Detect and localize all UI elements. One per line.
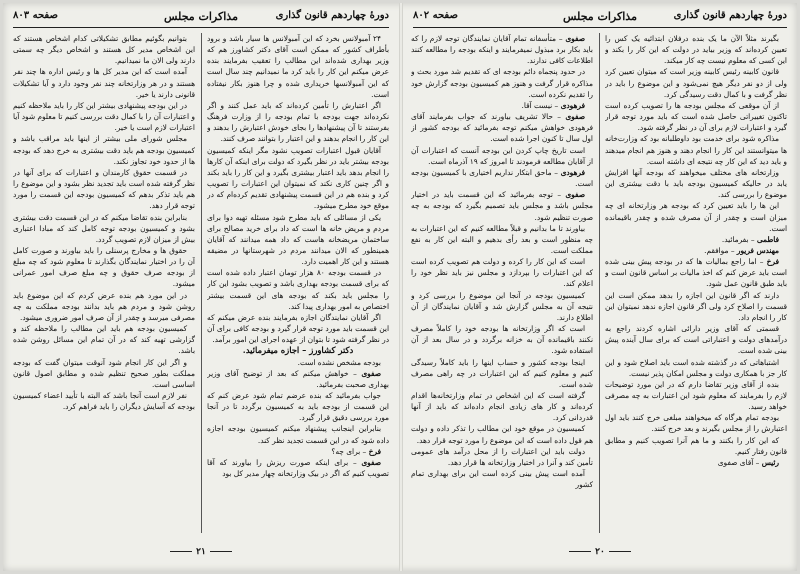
right-footer-page-number: ۲۰ — [595, 547, 605, 557]
speaker-paragraph — [411, 100, 593, 111]
right-page-column-right — [605, 33, 787, 535]
body-paragraph: قسمتی که آقای وزیر دارائی اشاره کردند راجع به درآمدهای دولت و اعتباراتی است که برای سال آینده پیش بینی شده است. — [605, 324, 787, 356]
body-paragraph: اشتباهاتی که در گذشته شده است باید اصلاح شود و این کار جز با همکاری دولت و مجلس امکان پذیر نیست. — [605, 357, 787, 378]
body-paragraph: قانون کابینه رئیس کابینه وزیر است که میتوان تعیین کرد ولی از دو نفر دیگر هیچ نمی‌شود و این موضوع را باید در نظر گرفت و با کمال دقت رسیدگی کرد. — [605, 67, 787, 99]
body-paragraph: یکی از مسائلی که باید مطرح شود مسئله تهیه دوا برای مردم و مریض خانه ها است که داد برای خرید مصالح برای ساختمان مریضخانه هاست که داد همه میدانند که آقایان همینطور که الان میدانند مردم در شهرستانها در مضیقه هستند و این کار اهمیت دارد. — [207, 212, 389, 267]
right-page-column-divider — [599, 33, 600, 533]
speaker-name: فرخ — [368, 446, 381, 456]
left-header-page-number: صفحه ۸۰۳ — [13, 10, 58, 21]
body-paragraph: بودجه مشخص نشده است. — [297, 357, 381, 367]
body-paragraph: بتوانیم بگوئیم مطابق تشکیلاتی کدام اشخاص هستند که این اشخاص مدیر کل هستند و اشخاص دیگر چه سمتی دارند ولی الان ما نمیدانیم. — [13, 34, 195, 66]
left-page-header — [13, 7, 389, 28]
body-paragraph: بودجه تمام هرگاه که میخواهند مبلغی خرج کنند باید اول اعتبارش را از مجلس بگیرند و بعد خرج کنند. — [605, 413, 787, 434]
speaker-name: فرخ — [766, 257, 779, 267]
speaker-name: مهندس فریور — [736, 245, 779, 255]
body-paragraph: بیاورند تا ما بدانیم و قبلاً مطالعه کنیم که این اعتبارات به چه منظور است و بعد رأی بدهیم و البته این کار به نفع مملکت است. — [411, 223, 593, 255]
body-paragraph: آمده است که این مدیر کل ها و رئیس اداره ها چند نفر هستند و در هر وزارتخانه چند نفر وجود دارد و آیا تشکیلات قانونی دارند یا خیر. — [13, 67, 195, 99]
right-page-header — [413, 7, 787, 28]
speech-text: – آقای صفوی — [717, 457, 760, 467]
speaker-paragraph — [605, 234, 787, 245]
speaker-name: صفوی — [361, 368, 381, 378]
body-paragraph: کمیسیون بودجه هم باید این مطالب را ملاحظه کند و گزارشی تهیه کند که در آن تمام این مسائل روشن شده باشد. — [13, 324, 195, 356]
speaker-paragraph — [207, 368, 389, 390]
book-spread — [3, 3, 797, 571]
body-paragraph: در این بودجه پیشنهادی بیشتر این کار را باید ملاحظه کنیم و اعتبارات آن را با کمال دقت بررسی کنیم تا معلوم شود آیا اعتبارات لازم است یا خیر. — [13, 100, 195, 133]
right-header-center: مذاکرات مجلس — [563, 10, 637, 23]
speech-text: – نیست آقا. — [521, 100, 559, 110]
left-page-column-divider — [201, 33, 202, 533]
speaker-paragraph — [411, 189, 593, 222]
body-paragraph: کمیسیون بودجه در آنجا این موضوع را بررسی کرد و نتیجه آن به مجلس گزارش شد و آقایان نمایندگان از آن اطلاع دارند. — [411, 290, 593, 322]
body-paragraph: مذاکره شود برای خدمت بود داوطلبانه بود که وزارت‌خانه ها میتوانستند این کار را انجام دهند و هنوز هم انجام میدهند و باید دید که این کار چه نتیجه ای داشته است. — [605, 134, 787, 166]
right-page-footer — [403, 547, 797, 561]
speaker-name: فاطمی — [756, 234, 779, 244]
body-paragraph: وزارتخانه های مختلف میخواهند که بودجه آنها افزایش یابد در حالیکه کمیسیون بودجه باید با دقت بیشتری این موضوع را بررسی کند. — [605, 167, 787, 200]
speaker-name: صفوی — [565, 190, 585, 200]
body-paragraph: است که اگر وزارتخانه ها بودجه خود را کاملاً مصرف نکنند باقیمانده آن به خزانه برگردد و در سال بعد از آن استفاده شود. — [411, 324, 593, 356]
speaker-paragraph — [207, 446, 389, 457]
speaker-name: فرهودی — [560, 167, 585, 177]
speech-text: – متأسفانه تمام آقایان نمایندگان توجه لازم را که باید بکار برد مبذول نمیفرمایند و اینکه بودجه را مطالعه کنند اطلاعات کافی ندارند. — [411, 34, 593, 66]
speech-text: – موافقم. — [704, 245, 735, 255]
body-paragraph: ۲۴ آمبولانس بخرد که این آمبولانس ها سیار باشد و برود بأطراف کشور که ممکن است آقای دکتر کشاورز هم که وزیر بهداری شده‌اند این مطالب را تعقیب بفرمایند بنده عرض میکنم این کار را باید کرد ما نمیدانیم چند سال است که این آمبولانسها خریداری شده و چرا هنوز بکار نیفتاده است. — [207, 34, 389, 99]
body-paragraph: که این کار را بکنند و ما هم آنرا تصویب کنیم و مطابق قانون رفتار کنیم. — [605, 435, 787, 456]
speech-text: – توجه بفرمائید که این قسمت باید در اختیار مجلس باشد و مجلس باید تصمیم بگیرد که بودجه به چه صورت تنظیم شود. — [411, 190, 593, 222]
left-page — [3, 3, 399, 571]
body-paragraph: اینجا بودجه کشور و حساب اینها را باید کاملاً رسیدگی کنیم و معلوم کنیم که این اعتبارات در چه راهی مصرف شده است. — [411, 357, 593, 389]
speaker-name: صفوی — [361, 457, 381, 467]
speech-text: – بفرمائید. — [721, 234, 755, 244]
right-header-page-number: صفحه ۸۰۲ — [413, 10, 458, 21]
body-paragraph: نفر لازم است آنجا باشد که البته با تأیید اعضاء کمیسیون بودجه که آسایش دیگران را باید فراهم کرد. — [13, 391, 195, 412]
body-paragraph: در این مورد هم بنده عرض کردم که این موضوع باید روشن شود و مردم هم باید بدانند بودجه مملکت به چه مصرفی میرسد و چقدر از آن صرف امور ضروری میشود. — [13, 290, 195, 322]
speaker-heading: دکتر کشاورز – اجازه میفرمائید. — [242, 345, 354, 356]
body-paragraph: و اگر این کار انجام شود آنوقت میتوان گفت که بودجه مملکت بطور صحیح تنظیم شده و مطابق اصول قانون اساسی است. — [13, 357, 195, 389]
speaker-name: صفوی — [565, 34, 585, 43]
speech-text: – حالا تشریف بیاورند که جواب بفرمایند آقای فرهودی خواهش میکنم توجه بفرمائید که بودجه کشور از اول سال تا کنون اجرا شده است. — [411, 112, 593, 144]
body-paragraph: بنابراین اینجانب پیشنهاد میکنم کمیسیون بودجه اجازه داده شود که در این قسمت تجدید نظر کند. — [207, 424, 389, 445]
body-paragraph: است که این کار را کرده و دولت هم تصویب کرده است که این اعتبارات را بپردازد و مجلس نیز باید نظر خود را اعلام کند. — [411, 257, 593, 289]
body-paragraph: این ها را باید تعیین کرد که بودجه هر وزارتخانه ای چه میزان است و چقدر از آن مصرف شده و چقدر باقیمانده است. — [605, 201, 787, 233]
body-paragraph: اگر اعتبارش را تأمین کرده‌اند که باید عمل کنند و اگر نکرده‌اند جهت بودجه با تمام بودجه را از وزارت فرهنگ بفرستند تا آن پیشنهادها را بجای خودش اعتبارش را بدهند و این کار را انجام بدهند و این اعتبار را بتوانند صرف کنند. — [207, 100, 389, 144]
speaker-paragraph — [605, 256, 787, 289]
speaker-name: فرهودی — [560, 100, 585, 110]
body-paragraph: در حدود پنجماه دائم بودجه ای که تقدیم شد مورد بحث و مذاکره قرار گرفت و هنوز هم کمیسیون بودجه گزارش خود را تقدیم نکرده است. — [411, 67, 593, 99]
left-page-column-left — [13, 33, 195, 535]
left-page-footer — [3, 547, 399, 561]
speaker-paragraph — [411, 33, 593, 66]
speech-text: – اما راجع بمالیات ها که در بودجه پیش بینی شده است باید عرض کنم که اخذ مالیات بر اساس قانون است و باید طبق قانون عمل شود. — [605, 257, 787, 289]
speaker-paragraph — [207, 457, 389, 479]
left-header-title: دورهٔ چهاردهم قانون گذاری — [275, 10, 389, 21]
body-paragraph: گرفته است که این اشخاص در تمام وزارتخانه‌ها اقدام کرده‌اند و کار های زیادی انجام داده‌اند که باید از آنها قدردانی کرد. — [411, 391, 593, 423]
body-paragraph: از آن موقعی که مجلس بودجه ها را تصویب کرده است تاکنون تغییراتی حاصل شده است که باید مورد توجه قرار گیرد و اعتبارات لازم برای آن در نظر گرفته شود. — [605, 100, 787, 133]
body-paragraph: دارند که اگر قانون این اجازه را بدهد ممکن است این قسمت را اصلاح کرد ولی اگر قانون اجازه ندهد نمیتوان این کار را انجام داد. — [605, 290, 787, 322]
speech-text: – ماحق ابتکار نداریم اختیاری با کمیسیون بودجه است. — [411, 167, 593, 189]
body-paragraph: اگر آقایان نمایندگان اجازه بفرمایند بنده عرض میکنم که این قسمت باید مورد توجه قرار گیرد و بودجه کافی برای آن در نظر گرفته شود تا بتوان از عهده اجرای این امور برآمد. — [207, 312, 389, 345]
body-paragraph: جواب بفرمائید که بنده عرضم تمام شود عرض کنم که این قسمت از بودجه باید به کمیسیون برگردد تا در آنجا مورد بررسی دقیق قرار گیرد. — [207, 391, 389, 423]
body-paragraph: در قسمت بودجه ۸۰ هزار تومان اعتبار داده شده است که برای قسمت بودجه بهداری باشد و تصویب بشود این کار را مجلس باید بکند که بودجه های این قسمت بیشتر اختصاص به امور بهداری پیدا کند. — [207, 268, 389, 311]
left-page-column-right — [207, 33, 389, 535]
speaker-paragraph — [605, 245, 787, 256]
speech-text: – برای اینکه صورت ریزش را بیاورند که آقا تصویب کنیم که اگر در بیک وزارتخانه چهار مدیر کل بود — [207, 457, 389, 479]
right-page — [403, 3, 797, 571]
speech-text: – خواهش میکنم که بعد از توضیح آقای وزیر بهداری صحبت بفرمائید. — [207, 368, 389, 389]
speaker-paragraph — [411, 111, 593, 144]
body-paragraph: مجلس شورای ملی بیشتر از اینها باید مراقب باشد و کمیسیون بودجه هم باید دقت بیشتری به خرج دهد که بودجه ها از حدود خود تجاوز نکند. — [13, 134, 195, 166]
body-paragraph: حقوق ها و مخارج پرسنلی را باید بیاورند و صورت کامل آن را در اختیار نمایندگان بگذارند تا معلوم شود که چه مبلغ از بودجه صرف حقوق و چه مبلغ صرف امور عمرانی میشود. — [13, 245, 195, 289]
right-page-column-left — [411, 33, 593, 535]
left-header-center: مذاکرات مجلس — [164, 10, 238, 23]
speaker-paragraph — [605, 457, 787, 468]
body-paragraph: دولت باید این اعتبارات را از محل درآمد های عمومی تأمین کند و آنرا در اختیار وزارتخانه ها قرار دهد. — [411, 446, 593, 467]
left-footer-page-number: ۲۱ — [196, 547, 206, 557]
body-paragraph: بنده از آقای وزیر تقاضا دارم که در این مورد توضیحات لازم را بفرمایند که معلوم شود این اعتبارات به چه مصرفی خواهد رسید. — [605, 379, 787, 412]
body-paragraph: آقایان قبول اعتبارات تصویب نشود مگر اینکه کمیسیون بودجه بیشتر باید در نظر بگیرد که دولت برای اینکه آن کارها را انجام بدهد باید اعتبار بیشتری بگیرد و این کار را باید بکند و اگر چنین کاری نکند که نمیتوان این اعتبارات را تصویب کرد و بنده هم در این قسمت پیشنهادی تقدیم کرده‌ام که در موقع خود مطرح میشود. — [207, 145, 389, 211]
speaker-name: صفوی — [565, 112, 585, 122]
speaker-name: رئیس — [761, 457, 779, 467]
body-paragraph: است تاریخ چاپ کردن این بودجه آنست که اعتبارات آن از آقایان مطالعه فرمودند تا امروز که ۱۹ آذرماه است. — [411, 145, 593, 166]
speech-text: – برای چه؟ — [331, 446, 367, 456]
body-paragraph: بگیرند مثلاً الآن ما یک بنده درفلان ابتدائیه یک کس را تعیین کرده‌اند که وزیر بیاید در دولت که این کار را بکند و این کسی که معلوم نیست چه کار میکند. — [605, 34, 787, 66]
body-paragraph: بنابراین بنده تقاضا میکنم که در این قسمت دقت بیشتری بشود و کمیسیون بودجه توجه کامل کند که مبادا اعتباری بیش از میزان لازم تصویب گردد. — [13, 212, 195, 244]
body-paragraph: کمیسیون در موقع خود این مطالب را تذکر داده و دولت هم قول داده است که این موضوع را مورد توجه قرار دهد. — [411, 424, 593, 445]
body-paragraph: آمده است پیش بینی کرده است این برای بهداری تمام کشور — [411, 469, 593, 490]
speaker-paragraph — [411, 167, 593, 189]
right-header-title: دورهٔ چهاردهم قانون گذاری — [673, 10, 787, 21]
body-paragraph: در قسمت حقوق کارمندان و اعتبارات که برای آنها در نظر گرفته شده است باید تجدید نظر بشود و این موضوع را هم باید تذکر بدهم که کمیسیون بودجه این قسمت را مورد توجه قرار دهد. — [13, 167, 195, 211]
